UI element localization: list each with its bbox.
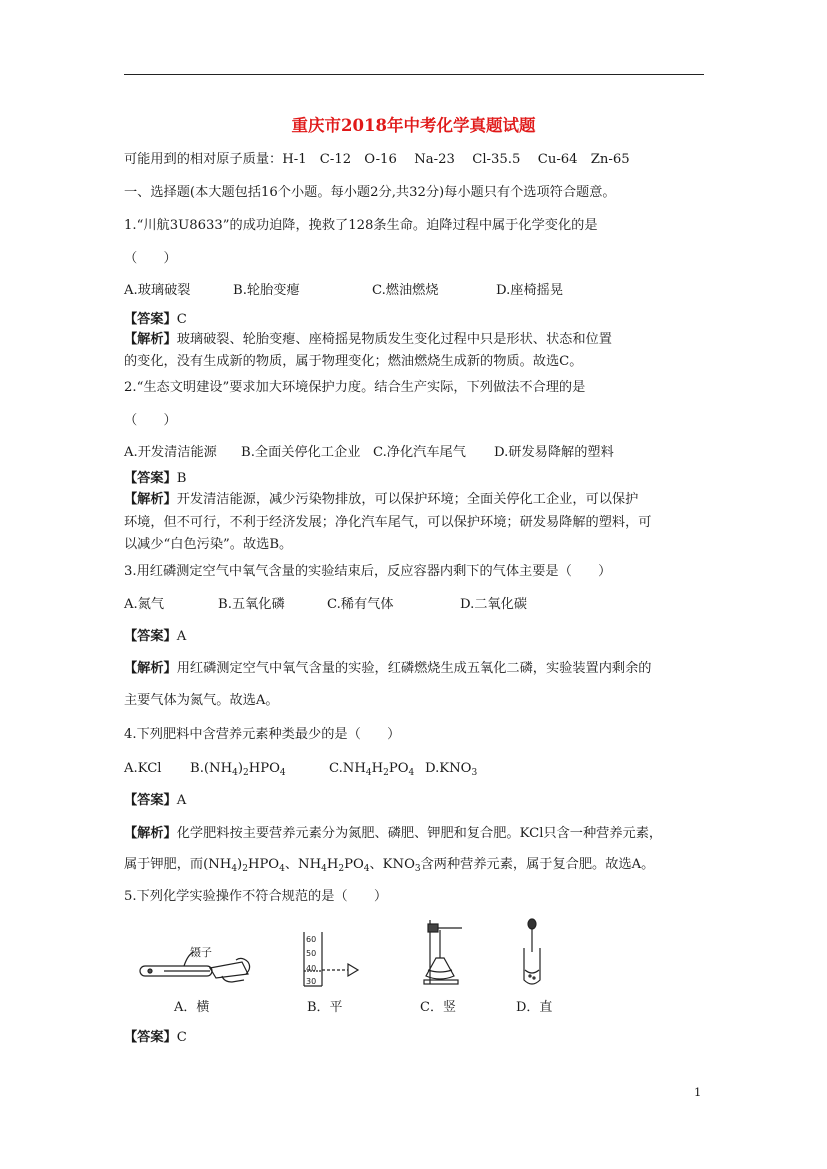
analysis-label: 【解析】: [124, 661, 177, 676]
q1-answer: [124, 311, 187, 329]
analysis-label: 【解析】: [124, 826, 177, 841]
figure-c-caption: C．竖: [420, 1000, 456, 1015]
answer-value: C: [176, 1030, 187, 1045]
q4-stem: 4.下列肥料中含营养元素种类最少的是（ ）: [124, 727, 401, 742]
q3-analysis-line-2: 主要气体为氮气。故选A。: [124, 693, 279, 708]
answer-label: 【答案】: [124, 629, 177, 644]
q4-option-b: $B.(NH_4)_2HPO_4$: [190, 761, 286, 778]
answer-label: 【答案】: [124, 1030, 177, 1045]
q2-answer: [124, 470, 186, 488]
q1-option-b: B.轮胎变瘪: [233, 283, 300, 298]
answer-value: C: [176, 312, 187, 327]
q2-paren: （ ）: [124, 413, 177, 428]
q4-answer: [124, 792, 186, 810]
analysis-label: 【解析】: [124, 492, 177, 507]
q2-option-c: C.净化汽车尾气: [373, 445, 466, 460]
page-number: 1: [694, 1085, 702, 1099]
page-title: 重庆市2018年中考化学真题试题: [291, 116, 536, 135]
answer-label: 【答案】: [124, 793, 177, 808]
q2-analysis-line-2: 环境，但不可行，不利于经济发展；净化汽车尾气，可以保护环境；研发易降解的塑料，可: [124, 515, 652, 530]
figure-a-label: 镊子: [190, 946, 212, 959]
svg-text:50: 50: [306, 949, 317, 958]
figure-b-graduated-cylinder: [296, 928, 364, 988]
q1-analysis-line-1: 【解析】玻璃破裂、轮胎变瘪、座椅摇晃物质发生变化过程中只是形状、状态和位置: [124, 332, 612, 347]
section-heading: 一、选择题(本大题包括16个小题。每小题2分,共32分)每小题只有个选项符合题意。: [124, 185, 616, 200]
header-rule: [124, 74, 704, 75]
q4-option-a: A.KCl: [124, 761, 162, 776]
q3-analysis-line-1: 【解析】用红磷测定空气中氧气含量的实验，红磷燃烧生成五氧化二磷，实验装置内剩余的: [124, 661, 652, 676]
q1-option-a: A.玻璃破裂: [124, 283, 191, 298]
q3-stem: 3.用红磷测定空气中氧气含量的实验结束后，反应容器内剩下的气体主要是（ ）: [124, 564, 612, 579]
q3-option-a: A.氮气: [124, 597, 165, 612]
answer-value: B: [176, 471, 187, 486]
q3-option-b: B.五氧化磷: [218, 597, 285, 612]
q1-paren: （ ）: [124, 251, 177, 266]
q3-option-d: D.二氧化碳: [460, 597, 528, 612]
q1-option-c: C.燃油燃烧: [372, 283, 439, 298]
q5-stem: 5.下列化学实验操作不符合规范的是（ ）: [124, 889, 388, 904]
svg-text:40: 40: [306, 964, 317, 973]
figure-a-tweezers-test-tube: [124, 940, 264, 1000]
q3-answer: [124, 628, 186, 646]
q5-answer: [124, 1029, 187, 1047]
q4-analysis-line-2: 属于钾肥，而$(NH_4)_2HPO_4$、$NH_4H_2PO_4$、$KNO_3$含两种营养元素，属于复合肥。故选A。: [124, 857, 655, 874]
answer-label: 【答案】: [124, 471, 177, 486]
q4-option-c: $C.NH_4H_2PO_4$: [329, 761, 415, 778]
atomic-masses: 可能用到的相对原子质量：H-1 C-12 O-16 Na-23 Cl-35.5 Cu-64 Zn-65: [124, 152, 630, 167]
q2-analysis-line-1: 【解析】开发清洁能源，减少污染物排放，可以保护环境；全面关停化工企业，可以保护: [124, 492, 639, 507]
q2-option-b: B.全面关停化工企业: [241, 445, 361, 460]
q2-stem: 2.“生态文明建设”要求加大环境保护力度。结合生产实际，下列做法不合理的是: [124, 380, 586, 395]
svg-text:60: 60: [306, 935, 317, 944]
q1-analysis-line-2: 的变化，没有生成新的物质，属于物理变化；燃油燃烧生成新的物质。故选C。: [124, 354, 583, 369]
q2-option-a: A.开发清洁能源: [124, 445, 217, 460]
figure-c-flask-on-stand: [412, 916, 472, 988]
answer-value: A: [176, 629, 187, 644]
q2-option-d: D.研发易降解的塑料: [494, 445, 614, 460]
answer-label: 【答案】: [124, 312, 177, 327]
q4-analysis-line-1: 【解析】化学肥料按主要营养元素分为氮肥、磷肥、钾肥和复合肥。KCl只含一种营养元素，: [124, 826, 663, 841]
figure-a-caption: A．横: [174, 1000, 210, 1015]
figure-b-caption: B．平: [307, 1000, 343, 1015]
analysis-label: 【解析】: [124, 332, 177, 347]
q1-stem: 1.“川航3U8633”的成功迫降，挽救了128条生命。迫降过程中属于化学变化的是: [124, 218, 598, 233]
q4-option-d: $D.KNO_3$: [425, 761, 478, 778]
q1-option-d: D.座椅摇晃: [496, 283, 564, 298]
figure-d-caption: D．直: [516, 1000, 553, 1015]
q3-option-c: C.稀有气体: [327, 597, 394, 612]
svg-text:30: 30: [306, 977, 317, 986]
figure-d-dropper-test-tube: [512, 918, 552, 988]
answer-value: A: [176, 793, 187, 808]
q2-analysis-line-3: 以减少“白色污染”。故选B。: [124, 537, 293, 552]
